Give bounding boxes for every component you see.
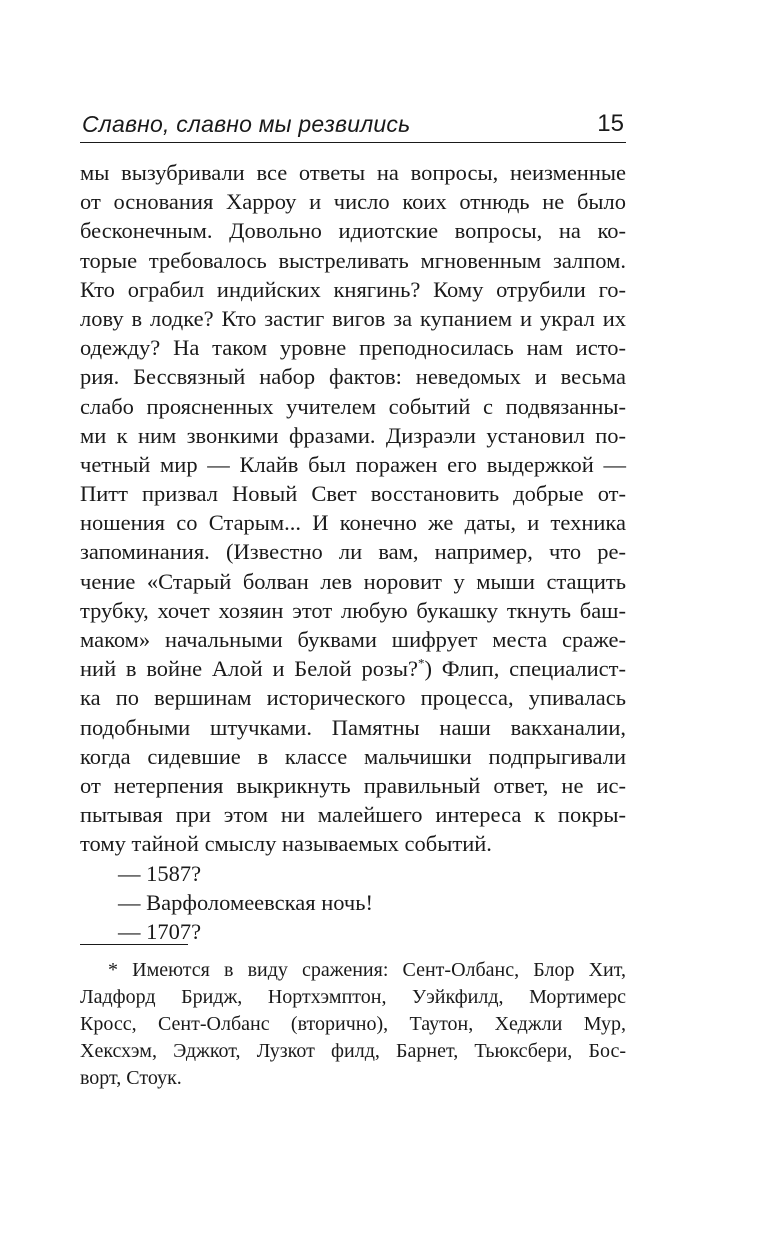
footnote-line: ворт, Стоук. [80,1067,182,1089]
running-title: Славно, славно мы резвились [82,111,411,137]
text-line: пытывая при этом ни малейшего интереса к покры- [80,802,626,828]
footnote-reference: * [417,655,425,671]
text-line: лову в лодке? Кто застиг вигов за купанием и украл их [80,305,626,331]
text-line: четный мир — Клайв был поражен его выдержкой — [80,451,626,477]
text-line: запоминания. (Известно ли вам, например, что ре- [80,539,626,565]
text-line-with-footnote-mark [80,654,626,683]
footnote [80,957,626,1092]
text-line: слабо проясненных учителем событий с подвязанны- [80,393,626,419]
page-number: 15 [597,110,624,137]
text-fragment: ний в войне Алой и Белой розы? [80,656,418,682]
text-line: одежду? На таком уровне преподносилась нам исто- [80,335,626,361]
footnote-line: * Имеются в виду сражения: Сент-Олбанс, Блор Хит, [108,959,626,981]
text-line: рия. Бессвязный набор фактов: неведомых и весьма [80,364,626,390]
text-line: от нетерпения выкрикнуть правильный ответ, не ис- [80,772,626,798]
text-line: ми к ним звонкими фразами. Дизраэли установил по- [80,422,626,448]
text-line: чение «Старый болван лев норовит у мыши стащить [80,568,626,594]
text-line: от основания Харроу и число коих отнюдь не было [80,189,626,215]
text-line: мы вызубривали все ответы на вопросы, неизменные [80,160,626,185]
text-line: торые требовалось выстреливать мгновенным залпом. [80,247,626,273]
text-line: когда сидевшие в классе мальчишки подпрыгивали [80,743,626,769]
text-fragment: ) Флип, специалист- [424,656,626,682]
footnote-line: Ладфорд Бридж, Нортхэмптон, Уэйкфилд, Мортимерс [80,986,626,1008]
text-line: Кто ограбил индийских княгинь? Кому отрубили го- [80,276,626,302]
dialogue-line: — Варфоломеевская ночь! [118,889,373,915]
text-line: Питт призвал Новый Свет восстановить добрые от- [80,481,626,507]
text-line: маком» начальными буквами шифрует места сраже- [80,627,626,652]
text-line: подобными штучками. Памятны наши вакханалии, [80,714,626,740]
text-line: трубку, хочет хозяин этот любую букашку ткнуть баш- [80,597,626,623]
footnote-divider [80,944,188,945]
text-line: бесконечным. Довольно идиотские вопросы, на ко- [80,218,626,244]
footnote-line: Кросс, Сент-Олбанс (вторично), Таутон, Хеджли Мур, [80,1013,626,1035]
text-line: ношения со Старым... И конечно же даты, и техника [80,510,626,536]
text-line: ка по вершинам исторического процесса, упивалась [80,685,626,711]
dialogue-line: — 1707? [118,918,202,944]
running-header [80,108,626,143]
footnote-line: Хексхэм, Эджкот, Лузкот филд, Барнет, Тьюксбери, Бос- [80,1040,626,1062]
text-line: тому тайной смыслу называемых событий. [80,831,492,857]
dialogue-line: — 1587? [118,860,202,886]
main-text [80,158,626,946]
